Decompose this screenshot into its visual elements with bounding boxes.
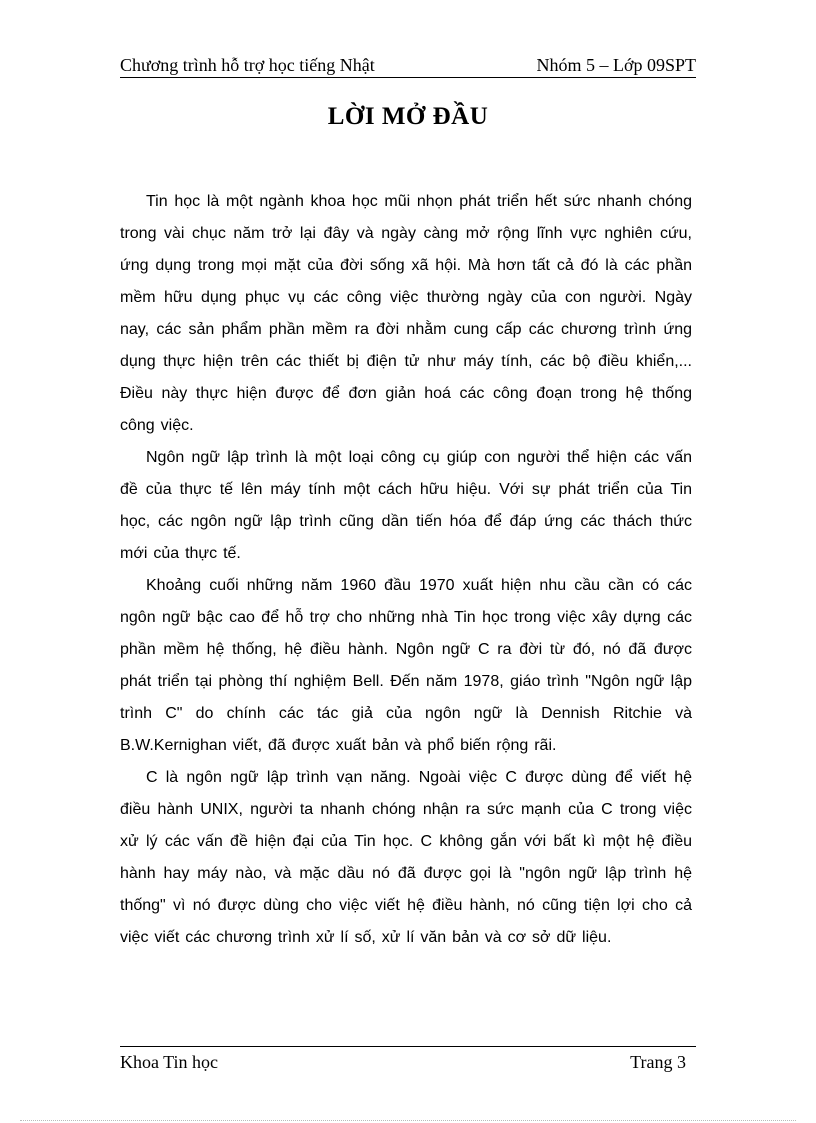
page-footer: [120, 1046, 696, 1077]
paragraph-2: Ngôn ngữ lập trình là một loại công cụ giúp con người thể hiện các vấn đề của thực tế lên máy tính một cách hữu hiệu. Với sự phát triển của Tin học, các ngôn ngữ lập trình cũng dần tiến hóa để đáp ứng các thách thức mới của thực tế.: [120, 449, 692, 562]
footer-department: Khoa Tin học: [120, 1052, 219, 1072]
body-text: [120, 186, 692, 954]
paragraph-4: C là ngôn ngữ lập trình vạn năng. Ngoài việc C được dùng để viết hệ điều hành UNIX, người ta nhanh chóng nhận ra sức mạnh của C trong việc xử lý các vấn đề hiện đại của Tin học. C không gắn với bất kì một hệ điều hành hay máy nào, và mặc dầu nó đã được gọi là "ngôn ngữ lập trình hệ thống" vì nó được dùng cho việc viết hệ điều hành, nó cũng tiện lợi cho cả việc viết các chương trình xử lí số, xử lí văn bản và cơ sở dữ liệu.: [120, 769, 692, 946]
page-title: LỜI MỞ ĐẦU: [327, 103, 489, 130]
footer-page-number: Trang 3: [630, 1052, 686, 1072]
paragraph-3: Khoảng cuối những năm 1960 đầu 1970 xuất hiện nhu cầu cần có các ngôn ngữ bậc cao để hỗ trợ cho những nhà Tin học trong việc xây dựng các phần mềm hệ thống, hệ điều hành. Ngôn ngữ C ra đời từ đó, nó đã được phát triển tại phòng thí nghiệm Bell. Đến năm 1978, giáo trình "Ngôn ngữ lập trình C" do chính các tác giả của ngôn ngữ là Dennish Ritchie và B.W.Kernighan viết, đã được xuất bản và phổ biến rộng rãi.: [120, 577, 692, 754]
header-document-title: Chương trình hỗ trợ học tiếng Nhật: [120, 55, 375, 75]
page-header: [120, 53, 696, 78]
paragraph-1: Tin học là một ngành khoa học mũi nhọn phát triển hết sức nhanh chóng trong vài chục năm trở lại đây và ngày càng mở rộng lĩnh vực nghiên cứu, ứng dụng trong mọi mặt của đời sống xã hội. Mà hơn tất cả đó là các phần mềm hữu dụng phục vụ các công việc thường ngày của con người. Ngày nay, các sản phẩm phần mềm ra đời nhằm cung cấp các chương trình ứng dụng thực hiện trên các thiết bị điện tử như máy tính, các bộ điều khiển,... Điều này thực hiện được để đơn giản hoá các công đoạn trong hệ thống công việc.: [120, 193, 692, 434]
header-group-class: Nhóm 5 – Lớp 09SPT: [536, 55, 696, 75]
page-edge-divider: [20, 1120, 796, 1121]
